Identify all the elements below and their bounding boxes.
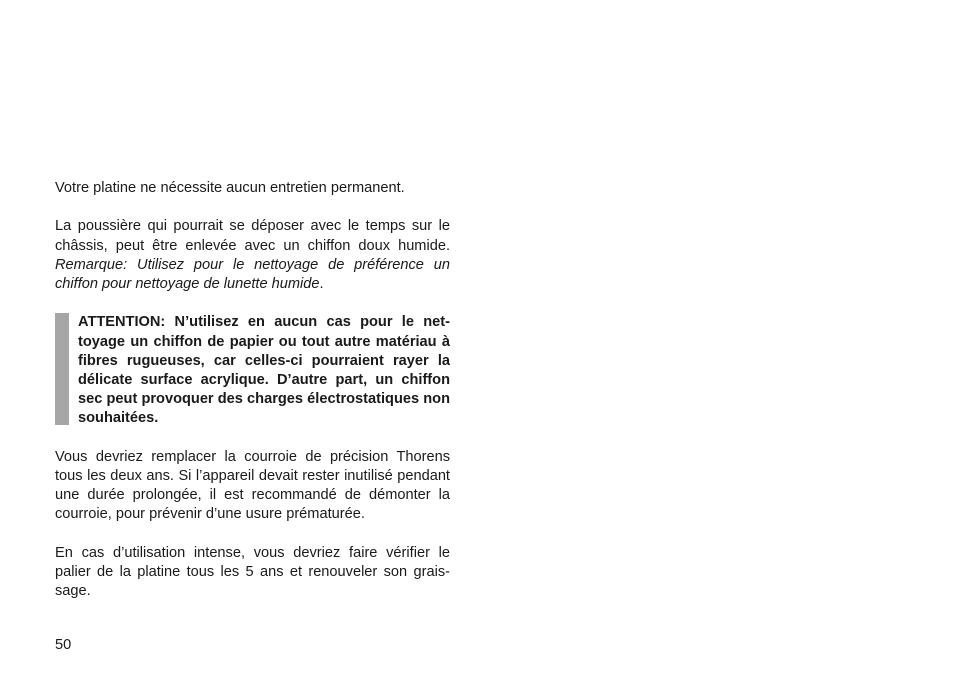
maintenance-intro: Votre platine ne nécessite aucun entretien permanent. [55, 180, 405, 196]
page-number: 50 [55, 637, 72, 653]
warning-bar [55, 313, 69, 425]
dust-cleaning-paragraph [55, 217, 450, 294]
warning-block [55, 313, 450, 428]
bearing-service-paragraph: En cas d’utilisation intense, vous devriez faire vérifier le palier de la platine tous les 5 ans et renouveler son graissage. [55, 544, 450, 600]
main-text-column [55, 179, 450, 601]
spacer [55, 525, 450, 544]
spacer [55, 294, 450, 313]
warning-text: ATTENTION: N’utilisez en aucun cas pour le nettoyage un chiffon de papier ou tout autre matériau à fibres rugueuses, car celles-ci pourraient rayer la délicate surface acrylique. D’autre part, un chiffon sec peut provoquer des charges électrostatiques non souhaitées. [78, 314, 450, 427]
cleaning-remark-end: . [319, 276, 324, 292]
belt-replacement-paragraph: Vous devriez remplacer la courroie de précision Thorens tous les deux ans. Si l’appareil devait rester inutilisé pendant une durée prolongée, il est recommandé de démonter la courroie, pour prévenir d’une usure prématurée. [55, 448, 450, 523]
spacer [55, 429, 450, 448]
cleaning-remark: Remarque: Utilisez pour le nettoyage de préférence un chiffon pour nettoyage de lunette humide [55, 256, 450, 292]
spacer [55, 198, 450, 217]
dust-cleaning-text: La poussière qui pourrait se déposer avec le temps sur le châssis, peut être enlevée avec un chiffon doux humide. [55, 218, 450, 254]
